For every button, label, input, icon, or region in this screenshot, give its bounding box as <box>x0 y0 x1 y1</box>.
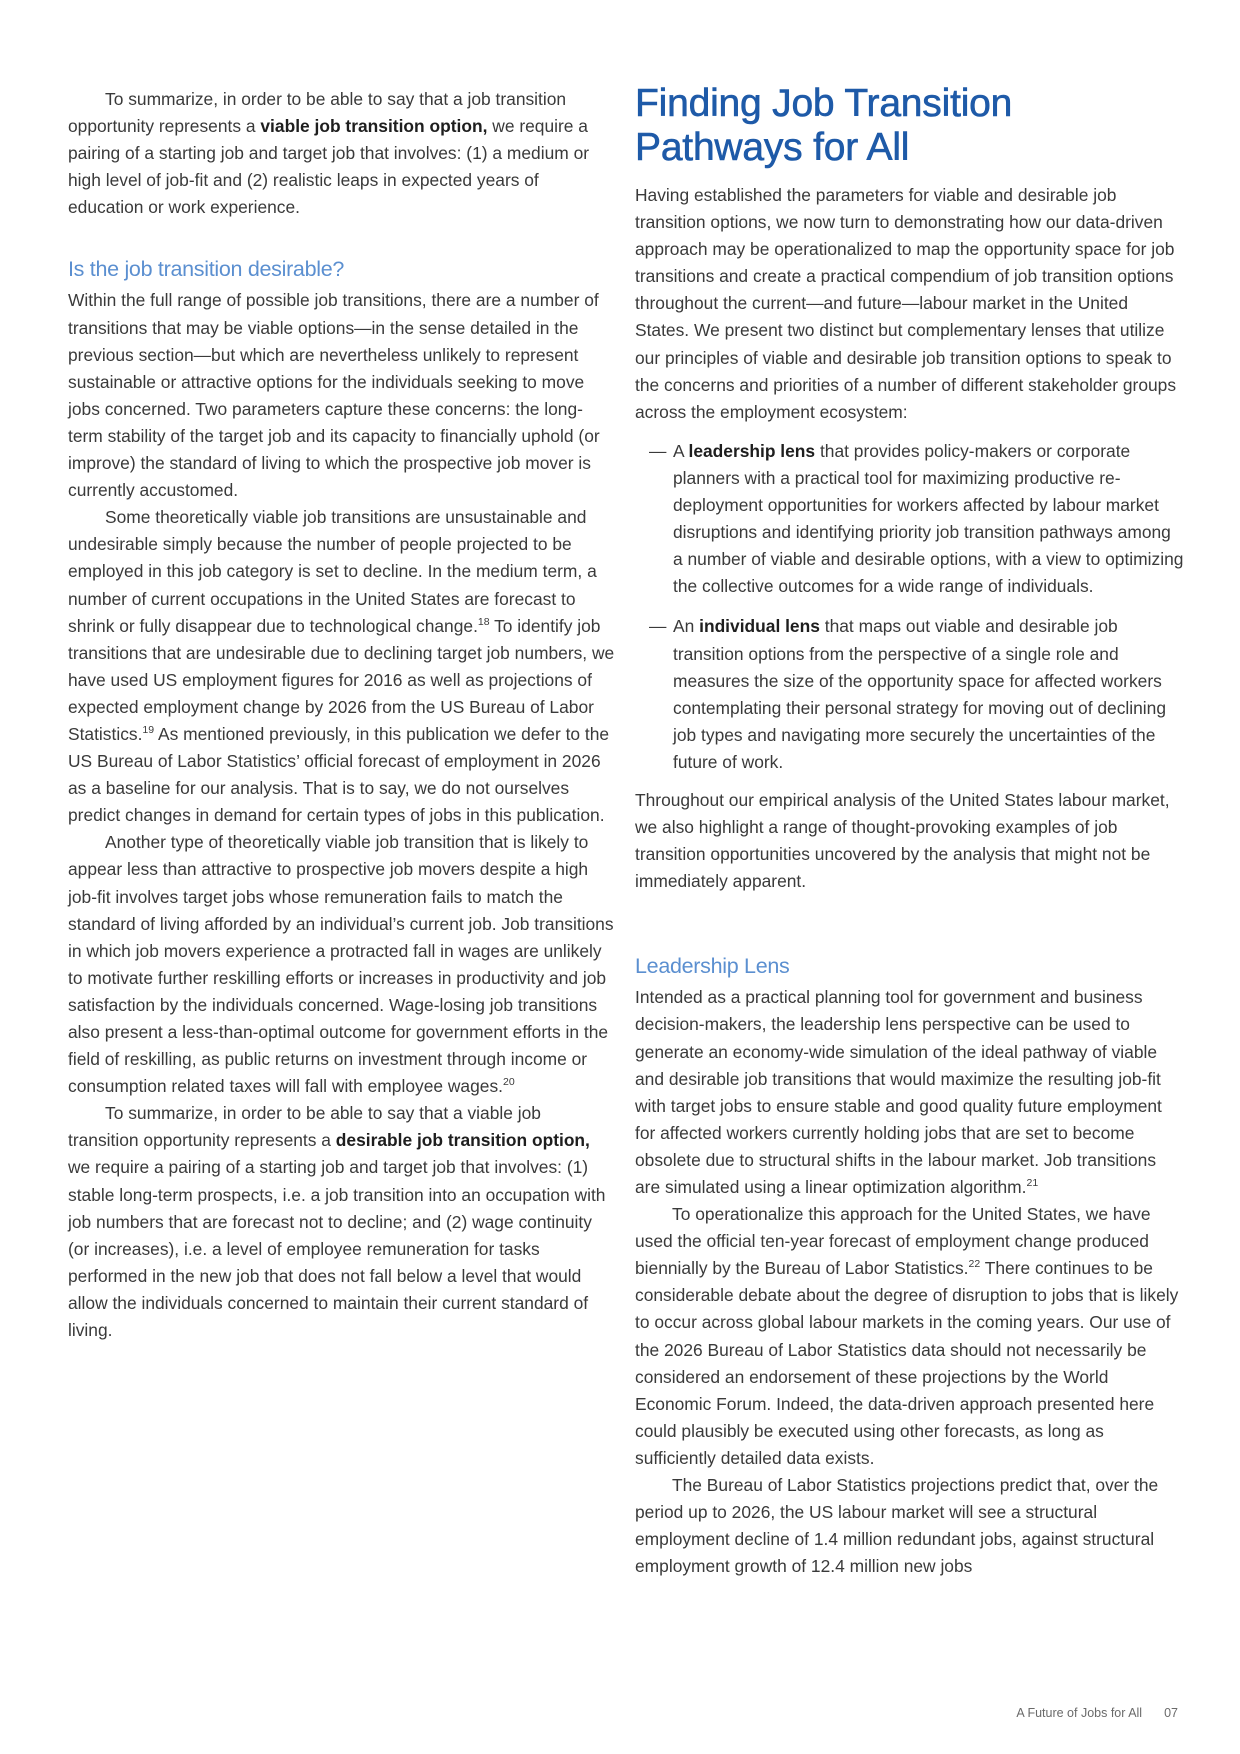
footnote-ref[interactable]: 19 <box>142 723 155 736</box>
footnote-ref[interactable]: 18 <box>477 615 490 628</box>
declining-jobs-paragraph: Some theoretically viable job transitions are unsustainable and undesirable simply because the number of people projected to be employed in this job category is set to decline. In the medium term, a number of current occupations in the United States are forecast to shrink or fully disappear due to technological change.$^{18}$ To identify job transitions that are undesirable due to declining target job numbers, we have used US employment figures for 2016 as well as projections of expected employment change by 2026 from the US Bureau of Labor Statistics.$^{19}$ As mentioned previously, in this publication we defer to the US Bureau of Labor Statistics’ official forecast of employment in 2026 as a baseline for our analysis. That is to say, we do not ourselves predict changes in demand for certain types of jobs in this publication. <box>68 507 615 826</box>
leadership-lens-heading: Leadership Lens <box>635 954 790 979</box>
page-title: Finding Job Transition Pathways for All <box>635 82 1013 169</box>
list-item: — A leadership lens that provides policy-makers or corporate planners with a practical tool for maximizing productive re-deployment opportunities for workers affected by labour market disruptions and identifying priority job transition pathways among a number of viable and desirable options, with a view to optimizing the collective outcomes for a wide range of individuals. <box>635 438 1185 601</box>
desirable-intro-paragraph: Within the full range of possible job transitions, there are a number of transitions that may be viable options—in the sense detailed in the previous section—but which are nevertheless unlikely to represent sustainable or attractive options for the individuals seeking to move jobs concerned. Two parameters capture these concerns: the long-term stability of the target job and its capacity to financially uphold (or improve) the standard of living to which the prospective job mover is currently accustomed. <box>68 290 600 501</box>
leadership-paragraph: Intended as a practical planning tool for government and business decision-makers, the leadership lens perspective can be used to generate an economy-wide simulation of the ideal pathway of viable and desirable job transitions that would maximize the resulting job-fit with target jobs to ensure stable and good quality future employment for affected workers currently holding jobs that are set to become obsolete due to structural shifts in the labour market. Job transitions are simulated using a linear optimization algorithm.$^{21}$ <box>635 987 1162 1197</box>
dash-bullet: — <box>649 440 667 461</box>
publication-title: A Future of Jobs for All <box>1016 1706 1143 1720</box>
projections-paragraph: The Bureau of Labor Statistics projections predict that, over the period up to 2026, the US labour market will see a structural employment decline of 1.4 million redundant jobs, against structural employment growth of 12.4 million new jobs <box>635 1475 1159 1577</box>
desirable-heading: Is the job transition desirable? <box>68 257 345 282</box>
left-column <box>68 86 615 1344</box>
summary-viable-paragraph: To summarize, in order to be able to say that a job transition opportunity represents a viable job transition option, we require a pairing of a starting job and target job that involves: (1) a medium or high level of job-fit and (2) realistic leaps in expected years of education or work experience. <box>68 89 590 218</box>
lens-list <box>635 438 1185 776</box>
right-column <box>635 82 1185 1580</box>
page-footer <box>1016 1706 1178 1720</box>
dash-bullet: — <box>649 616 667 637</box>
page-number: 07 <box>1164 1706 1178 1720</box>
footnote-ref[interactable]: 20 <box>502 1076 515 1089</box>
list-item: — An individual lens that maps out viable and desirable job transition options from the perspective of a single role and measures the size of the opportunity space for affected workers contemplating their personal strategy for moving out of declining job types and navigating more securely the uncertainties of the future of work. <box>635 613 1185 776</box>
summary-desirable-paragraph: To summarize, in order to be able to say that a viable job transition opportunity represents a desirable job transition option, we require a pairing of a starting job and target job that involves: (1) stable long-term prospects, i.e. a job transition into an occupation with job numbers that are forecast not to decline; and (2) wage continuity (or increases), i.e. a level of employee remuneration for tasks performed in the new job that does not fall below a level that would allow the individuals concerned to maintain their current standard of living. <box>68 1103 606 1341</box>
examples-paragraph: Throughout our empirical analysis of the United States labour market, we also highlight a range of thought-provoking examples of job transition opportunities uncovered by the analysis that might not be immediately apparent. <box>635 789 1170 892</box>
intro-paragraph: Having established the parameters for viable and desirable job transition options, we now turn to demonstrating how our data-driven approach may be operationalized to map the opportunity space for job transitions and create a practical compendium of job transition options throughout the current—and future—labour market in the United States. We present two distinct but complementary lenses that utilize our principles of viable and desirable job transition options to speak to the concerns and priorities of a number of different stakeholder groups across the employment ecosystem: <box>635 185 1177 422</box>
footnote-ref[interactable]: 21 <box>1026 1177 1039 1189</box>
footnote-ref[interactable]: 22 <box>968 1258 981 1271</box>
wage-paragraph: Another type of theoretically viable job transition that is likely to appear less than attractive to prospective job movers despite a high job-fit involves target jobs whose remuneration fails to match the standard of living afforded by an individual’s current job. Job transitions in which job movers experience a protracted fall in wages are unlikely to motivate further reskilling efforts or increases in productivity and job satisfaction by the individuals concerned. Wage-losing job transitions also present a less-than-optimal outcome for government efforts in the field of reskilling, as public returns on investment through income or consumption related taxes will fall with employee wages.$^{20}$ <box>68 832 614 1097</box>
operationalize-paragraph: To operationalize this approach for the United States, we have used the official ten-year forecast of employment change produced biennially by the Bureau of Labor Statistics.$^{22}$ There continues to be considerable debate about the degree of disruption to jobs that is likely to occur across global labour markets in the coming years. Our use of the 2026 Bureau of Labor Statistics data should not necessarily be considered an endorsement of these projections by the World Economic Forum. Indeed, the data-driven approach presented here could plausibly be executed using other forecasts, as long as sufficiently detailed data exists. <box>635 1204 1179 1468</box>
